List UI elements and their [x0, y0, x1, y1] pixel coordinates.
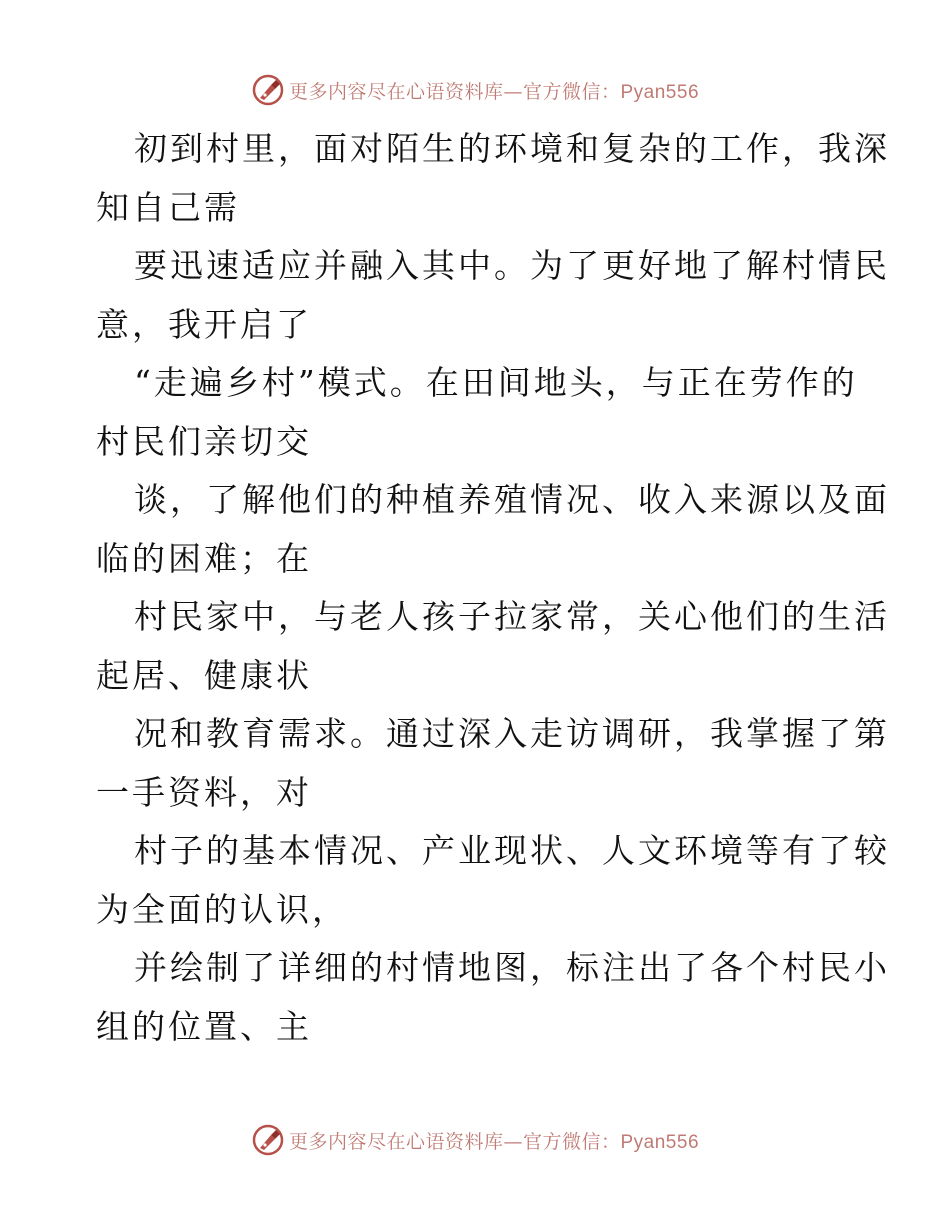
- text-line: 村子的基本情况、产业现状、人文环境等有了较: [134, 831, 890, 870]
- document-body: [96, 120, 890, 1056]
- watermark-label: 更多内容尽在心语资料库—: [288, 1130, 523, 1153]
- text-line: 意，我开启了: [96, 304, 312, 344]
- text-line: 临的困难；在: [96, 538, 312, 578]
- text-line: 村民们亲切交: [96, 421, 312, 461]
- text-line: 一手资料，对: [96, 772, 312, 812]
- pen-nib-logo-icon: [251, 1123, 285, 1157]
- text-line: 况和教育需求。通过深入走访调研，我掌握了第: [134, 714, 890, 753]
- watermark-text: [289, 77, 699, 104]
- text-line: 谈，了解他们的种植养殖情况、收入来源以及面: [134, 480, 890, 519]
- watermark-text: [289, 1127, 699, 1154]
- watermark-contact: 官方微信：Pyan556: [523, 81, 700, 103]
- text-line: 组的位置、主: [96, 1006, 312, 1046]
- watermark-contact: 官方微信：Pyan556: [523, 1131, 700, 1153]
- text-line: 知自己需: [96, 187, 240, 227]
- text-line: 村民家中，与老人孩子拉家常，关心他们的生活: [134, 597, 890, 636]
- footer-watermark: [0, 1120, 950, 1160]
- text-line: 初到村里，面对陌生的环境和复杂的工作，我深: [134, 129, 890, 168]
- watermark-label: 更多内容尽在心语资料库—: [288, 80, 523, 103]
- text-line: 要迅速适应并融入其中。为了更好地了解村情民: [134, 246, 890, 285]
- pen-nib-logo-icon: [251, 73, 285, 107]
- header-watermark: [0, 70, 950, 110]
- text-line: “走遍乡村”模式。在田间地头，与正在劳作的: [134, 363, 858, 402]
- text-line: 为全面的认识，: [96, 889, 348, 929]
- text-line: 并绘制了详细的村情地图，标注出了各个村民小: [134, 948, 890, 987]
- text-line: 起居、健康状: [96, 655, 312, 695]
